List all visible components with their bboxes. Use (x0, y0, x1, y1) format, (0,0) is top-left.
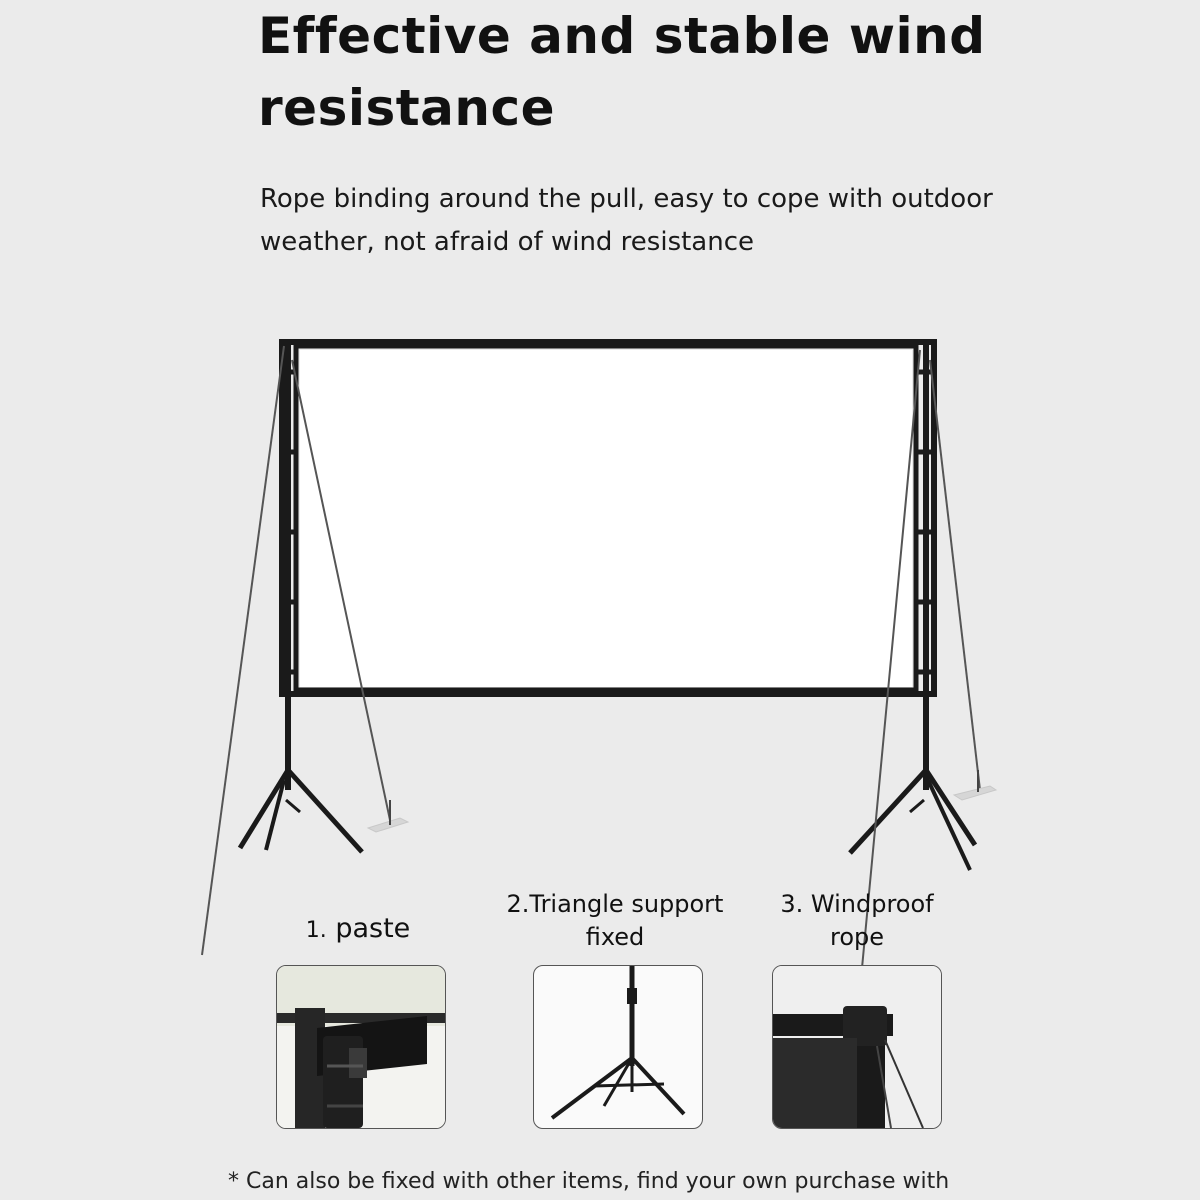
rope-thumbnail (772, 965, 942, 1129)
page-subtitle: Rope binding around the pull, easy to cope with outdoor weather, not afraid of wind resistance (260, 184, 993, 257)
projection-surface (300, 350, 912, 687)
feature-paste-label: 1. paste (305, 913, 411, 944)
footnote: * Can also be fixed with other items, find your own purchase with (228, 1169, 950, 1194)
triangle-thumbnail (533, 965, 703, 1129)
tripod-icon (534, 966, 702, 1128)
frame-corner-rope-icon (773, 966, 941, 1128)
page-title: Effective and stable wind resistance (258, 7, 986, 137)
paste-thumbnail (276, 965, 446, 1129)
velcro-strap-icon (277, 966, 445, 1128)
feature-rope-label: 3. Windproof rope (780, 890, 934, 951)
feature-triangle-label: 2.Triangle support fixed (506, 890, 724, 951)
